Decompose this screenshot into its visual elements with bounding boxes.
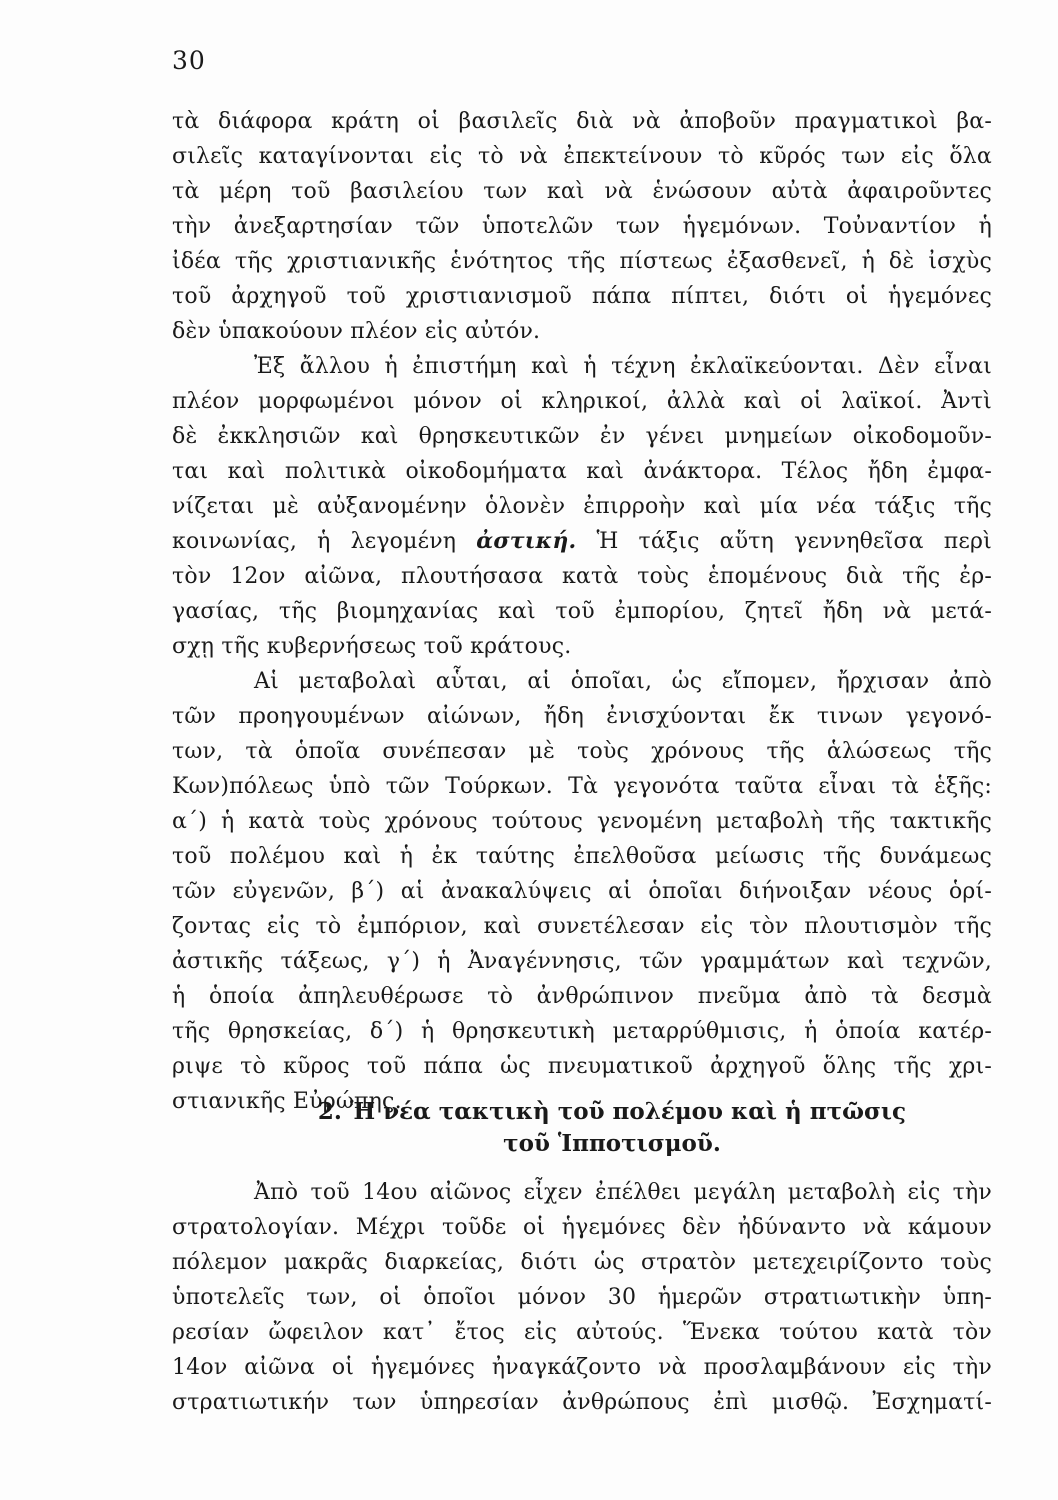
text-line: τὴν ἀνεξαρτησίαν τῶν ὑποτελῶν των ἡγεμόνων. Τοὐναντίον ἡ — [172, 214, 992, 239]
text-line: ρεσίαν ὤφειλον κατ᾽ ἔτος εἰς αὐτούς. Ἕνεκα τούτου κατὰ τὸν — [172, 1320, 992, 1345]
text-line: στρατιωτικήν των ὑπηρεσίαν ἀνθρώπους ἐπὶ μισθῷ. Ἐσχηματί- — [172, 1390, 992, 1415]
text-line: των, τὰ ὁποῖα συνέπεσαν μὲ τοὺς χρόνους τῆς ἁλώσεως τῆς — [172, 739, 992, 764]
paragraph-1 — [172, 104, 992, 349]
text-line: πλέον μορφωμένοι μόνον οἱ κληρικοί, ἀλλὰ καὶ οἱ λαϊκοί. Ἀντὶ — [172, 389, 992, 414]
text-line: 14ον αἰῶνα οἱ ἡγεμόνες ἠναγκάζοντο νὰ προσλαμβάνουν εἰς τὴν — [172, 1355, 992, 1380]
text-line: στρατολογίαν. Μέχρι τοῦδε οἱ ἡγεμόνες δὲν ἠδύναντο νὰ κάμουν — [172, 1215, 992, 1240]
text-line: ἰδέα τῆς χριστιανικῆς ἑνότητος τῆς πίστεως ἐξασθενεῖ, ἡ δὲ ἰσχὺς — [172, 249, 992, 274]
text-line: τὰ μέρη τοῦ βασιλείου των καὶ νὰ ἑνώσουν αὐτὰ ἀφαιροῦντες — [172, 179, 992, 204]
paragraph-2 — [172, 349, 992, 664]
text-line: τῆς θρησκείας, δ΄) ἡ θρησκευτικὴ μεταρρύθμισις, ἡ ὁποία κατέρ- — [172, 1019, 992, 1044]
text-line-with-emphasis — [172, 524, 992, 559]
text-line: α΄) ἡ κατὰ τοὺς χρόνους τούτους γενομένη μεταβολὴ τῆς τακτικῆς — [172, 809, 992, 834]
text-line: τὰ διάφορα κράτη οἱ βασιλεῖς διὰ νὰ ἀποβοῦν πραγματικοὶ βα- — [172, 109, 992, 134]
text-line: ριψε τὸ κῦρος τοῦ πάπα ὡς πνευματικοῦ ἀρχηγοῦ ὅλης τῆς χρι- — [172, 1054, 992, 1079]
text-line: τοῦ ἀρχηγοῦ τοῦ χριστιανισμοῦ πάπα πίπτει, διότι οἱ ἡγεμόνες — [172, 284, 992, 309]
text-line: σιλεῖς καταγίνονται εἰς τὸ νὰ ἐπεκτείνουν τὸ κῦρός των εἰς ὅλα — [172, 144, 992, 169]
text-line: ὑποτελεῖς των, οἱ ὁποῖοι μόνον 30 ἡμερῶν στρατιωτικὴν ὑπη- — [172, 1285, 992, 1310]
text-line: Αἱ μεταβολαὶ αὗται, αἱ ὁποῖαι, ὡς εἴπομεν, ἤρχισαν ἀπὸ — [254, 669, 992, 694]
section-paragraph — [172, 1175, 992, 1420]
paragraph-3 — [172, 664, 992, 1119]
text-line: στιανικῆς Εὐρώπης. — [172, 1089, 402, 1114]
text-line: Κων)πόλεως ὑπὸ τῶν Τούρκων. Τὰ γεγονότα ταῦτα εἶναι τὰ ἑξῆς: — [172, 774, 992, 799]
text-line: δὲ ἐκκλησιῶν καὶ θρησκευτικῶν ἐν γένει μνημείων οἰκοδομοῦν- — [172, 424, 992, 449]
page-number: 30 — [172, 46, 206, 75]
text-line: γασίας, τῆς βιομηχανίας καὶ τοῦ ἐμπορίου, ζητεῖ ἤδη νὰ μετά- — [172, 599, 992, 624]
text-line: δὲν ὑπακούουν πλέον εἰς αὐτόν. — [172, 319, 541, 344]
text-line: ἀστικῆς τάξεως, γ΄) ἡ Ἀναγέννησις, τῶν γραμμάτων καὶ τεχνῶν, — [172, 949, 992, 974]
text-line: ζοντας εἰς τὸ ἐμπόριον, καὶ συνετέλεσαν εἰς τὸν πλουτισμὸν τῆς — [172, 914, 992, 939]
text-segment: κοινωνίας, ἡ λεγομένη — [172, 529, 477, 554]
text-segment: Ἡ τάξις αὕτη γεννηθεῖσα περὶ — [576, 529, 992, 554]
emphasized-term: ἀστική. — [476, 528, 577, 554]
text-line: ται καὶ πολιτικὰ οἰκοδομήματα καὶ ἀνάκτορα. Τέλος ἤδη ἐμφα- — [172, 459, 992, 484]
body-text — [172, 104, 992, 1119]
text-line: τῶν εὐγενῶν, β΄) αἱ ἀνακαλύψεις αἱ ὁποῖαι διήνοιξαν νέους ὁρί- — [172, 879, 992, 904]
section-heading — [172, 1096, 992, 1160]
text-line: Ἐξ ἄλλου ἡ ἐπιστήμη καὶ ἡ τέχνη ἐκλαϊκεύονται. Δὲν εἶναι — [254, 354, 992, 379]
text-line: πόλεμον μακρᾶς διαρκείας, διότι ὡς στρατὸν μετεχειρίζοντο τοὺς — [172, 1250, 992, 1275]
section-heading-line: τοῦ Ἱπποτισμοῦ. — [503, 1130, 721, 1157]
text-line: τὸν 12ον αἰῶνα, πλουτήσασα κατὰ τοὺς ἑπομένους διὰ τῆς ἐρ- — [172, 564, 992, 589]
text-line: τοῦ πολέμου καὶ ἡ ἐκ ταύτης ἐπελθοῦσα μείωσις τῆς δυνάμεως — [172, 844, 992, 869]
section-heading-line: 2. Ἡ νέα τακτικὴ τοῦ πολέμου καὶ ἡ πτῶσις — [317, 1098, 907, 1125]
text-line: νίζεται μὲ αὐξανομένην ὁλονὲν ἐπιρροὴν καὶ μία νέα τάξις τῆς — [172, 494, 992, 519]
text-line: σχῃ τῆς κυβερνήσεως τοῦ κράτους. — [172, 634, 572, 659]
text-line: ἡ ὁποία ἀπηλευθέρωσε τὸ ἀνθρώπινον πνεῦμα ἀπὸ τὰ δεσμὰ — [172, 984, 992, 1009]
text-line: τῶν προηγουμένων αἰώνων, ἤδη ἐνισχύονται ἔκ τινων γεγονό- — [172, 704, 992, 729]
text-line: Ἀπὸ τοῦ 14ου αἰῶνος εἶχεν ἐπέλθει μεγάλη μεταβολὴ εἰς τὴν — [254, 1180, 992, 1205]
